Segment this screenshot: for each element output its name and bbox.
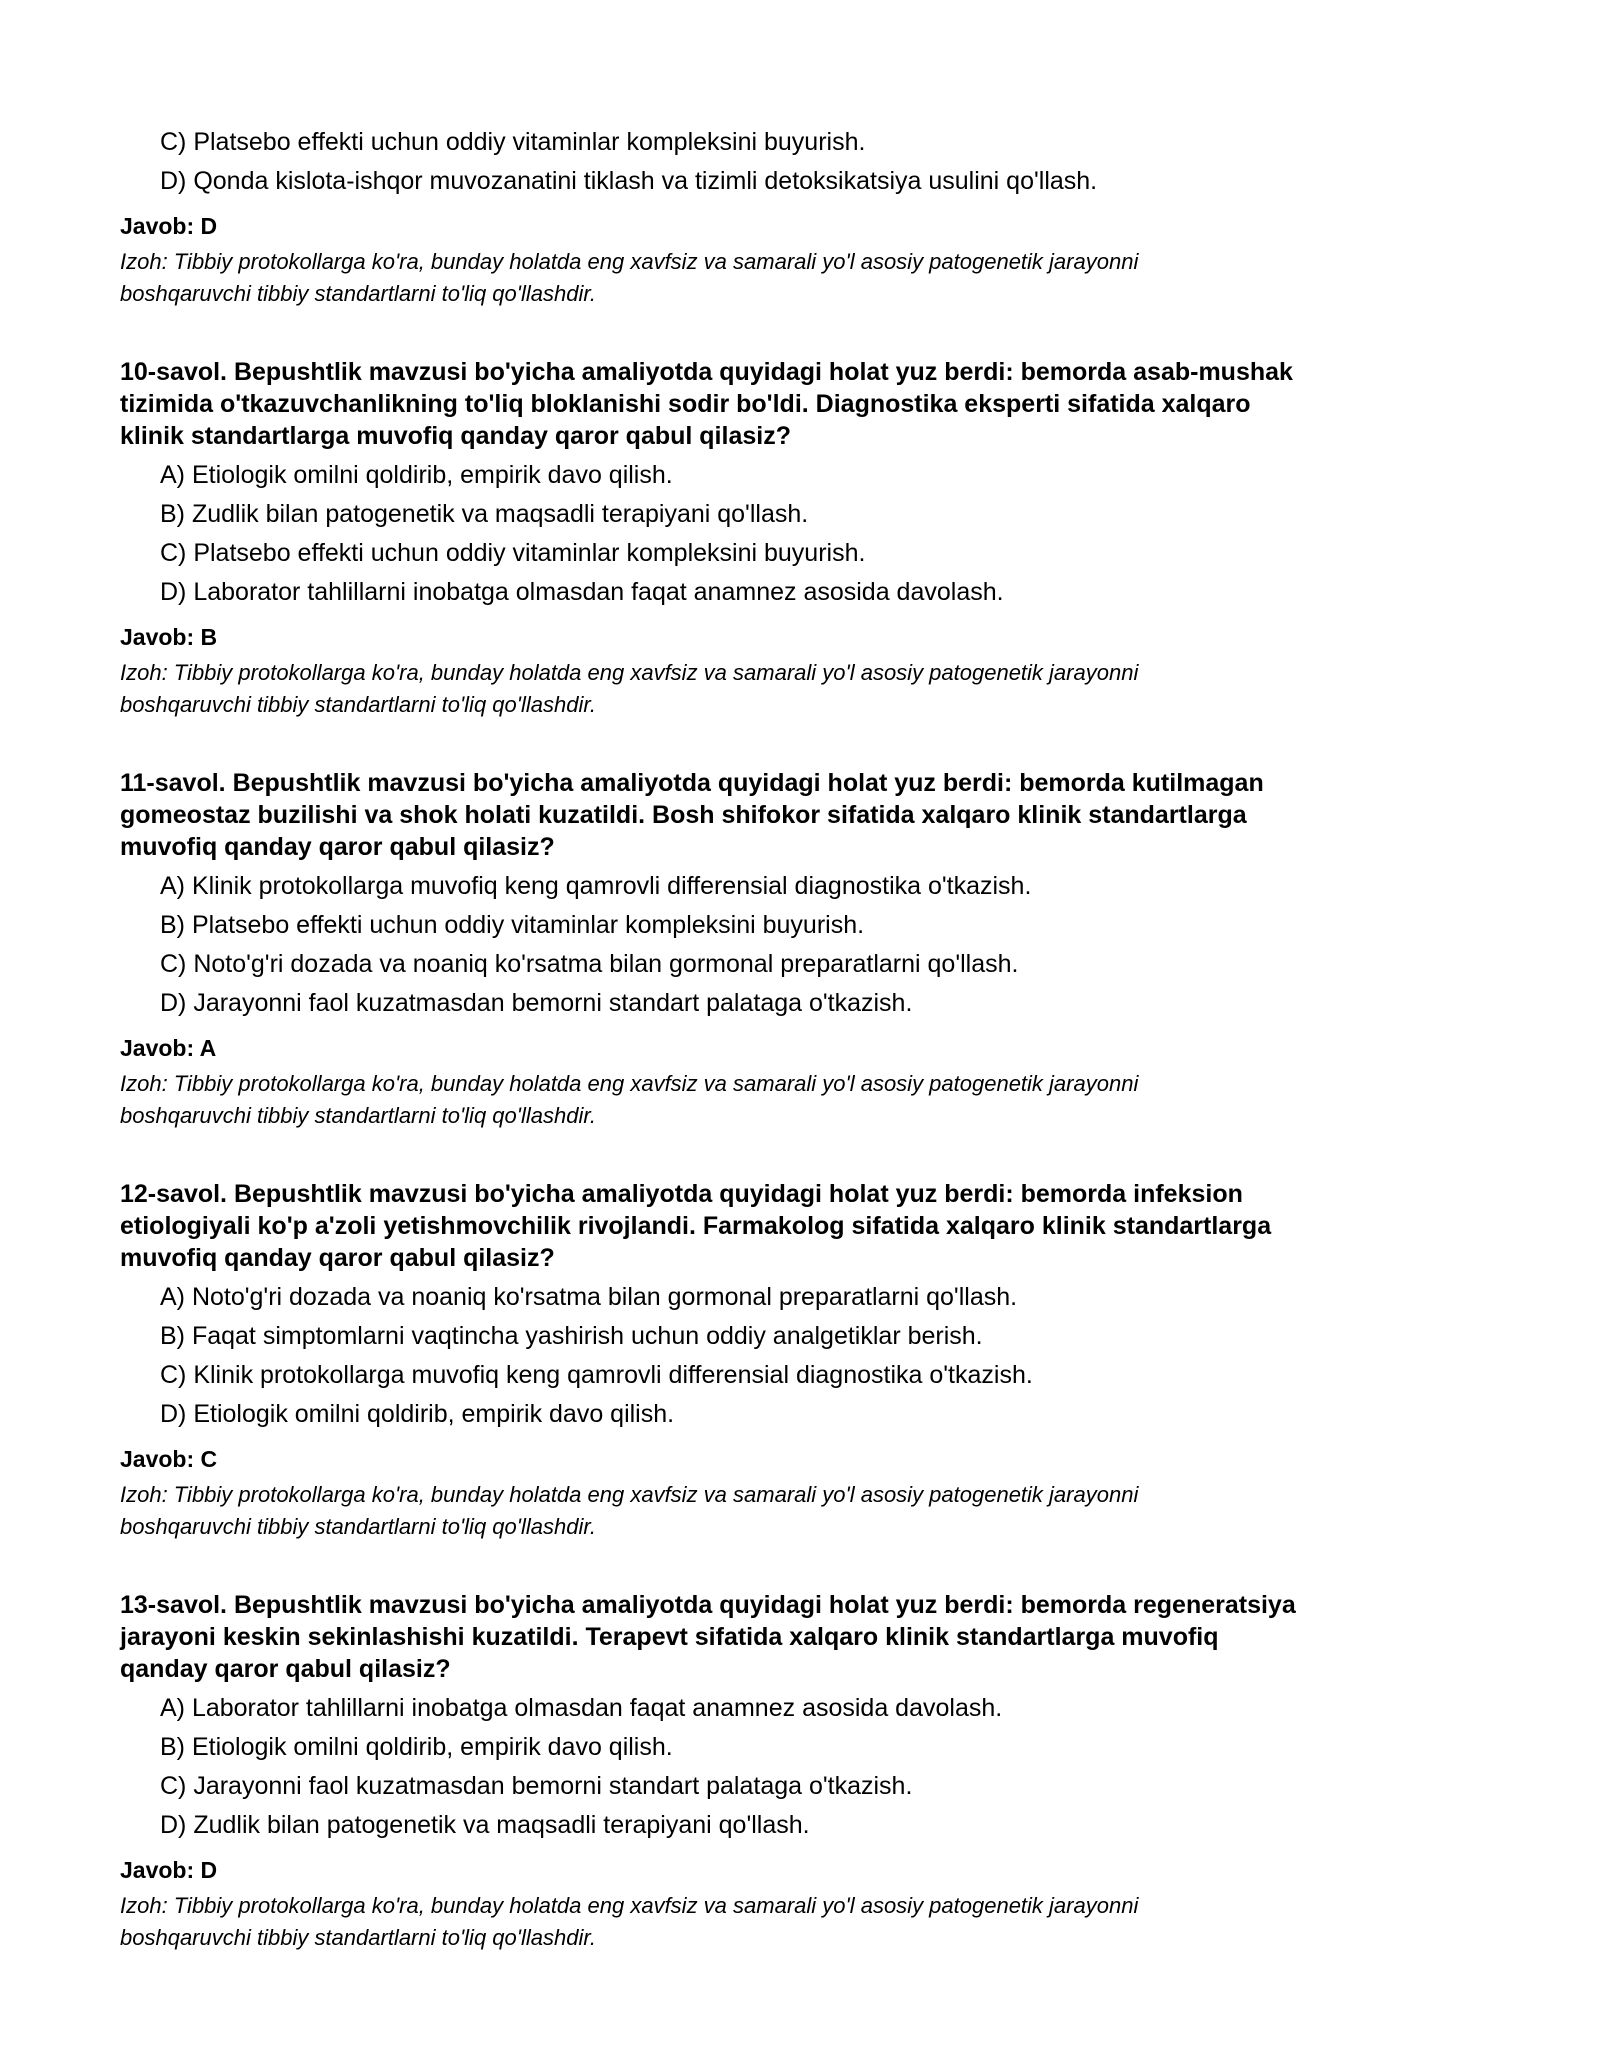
explanation-line: boshqaruvchi tibbiy standartlarni to'liq qo'llashdir. [120, 692, 596, 717]
option-c: C) Jarayonni faol kuzatmasdan bemorni standart palataga o'tkazish. [160, 1772, 913, 1800]
question-12 [120, 1178, 1480, 1543]
question-11 [120, 767, 1480, 1132]
explanation-note [120, 1479, 1480, 1543]
option-b: B) Platsebo effekti uchun oddiy vitaminlar kompleksini buyurish. [160, 911, 865, 939]
answer-options [120, 1689, 1480, 1845]
question-line: qanday qaror qabul qilasiz? [120, 1655, 451, 1683]
question-line: muvofiq qanday qaror qabul qilasiz? [120, 833, 555, 861]
explanation-note [120, 1068, 1480, 1132]
question-line: 13-savol. Bepushtlik mavzusi bo'yicha amaliyotda quyidagi holat yuz berdi: bemorda regeneratsiya [120, 1591, 1296, 1619]
question-line: 10-savol. Bepushtlik mavzusi bo'yicha amaliyotda quyidagi holat yuz berdi: bemorda asab-mushak [120, 358, 1293, 386]
explanation-line: boshqaruvchi tibbiy standartlarni to'liq qo'llashdir. [120, 1103, 596, 1128]
option-d: D) Jarayonni faol kuzatmasdan bemorni standart palataga o'tkazish. [160, 989, 913, 1017]
option-d: D) Qonda kislota-ishqor muvozanatini tiklash va tizimli detoksikatsiya usulini qo'llash. [160, 167, 1098, 195]
question-text [120, 1589, 1480, 1685]
explanation-line: Izoh: Tibbiy protokollarga ko'ra, bunday holatda eng xavfsiz va samarali yo'l asosiy patogenetik jarayonni [120, 1071, 1139, 1096]
explanation-line: boshqaruvchi tibbiy standartlarni to'liq qo'llashdir. [120, 1925, 596, 1950]
answer-key: Javob: A [120, 1035, 217, 1061]
question-line: jarayoni keskin sekinlashishi kuzatildi. Terapevt sifatida xalqaro klinik standartlarga muvofiq [120, 1623, 1219, 1651]
question-text [120, 1178, 1480, 1274]
answer-options [120, 1278, 1480, 1434]
answer-options [120, 123, 1480, 201]
option-d: D) Etiologik omilni qoldirib, empirik davo qilish. [160, 1400, 675, 1428]
document-page [120, 123, 1480, 1954]
question-line: tizimida o'tkazuvchanlikning to'liq bloklanishi sodir bo'ldi. Diagnostika eksperti sifatida xalqaro [120, 390, 1251, 418]
explanation-note [120, 246, 1480, 310]
answer-options [120, 867, 1480, 1023]
option-a: A) Noto'g'ri dozada va noaniq ko'rsatma bilan gormonal preparatlarni qo'llash. [160, 1283, 1018, 1311]
option-c: C) Klinik protokollarga muvofiq keng qamrovli differensial diagnostika o'tkazish. [160, 1361, 1033, 1389]
explanation-note [120, 657, 1480, 721]
option-c: C) Platsebo effekti uchun oddiy vitaminlar kompleksini buyurish. [160, 539, 866, 567]
option-a: A) Etiologik omilni qoldirib, empirik davo qilish. [160, 461, 673, 489]
question-9-continuation [120, 123, 1480, 310]
answer-key: Javob: C [120, 1446, 218, 1472]
question-10 [120, 356, 1480, 721]
option-b: B) Etiologik omilni qoldirib, empirik davo qilish. [160, 1733, 673, 1761]
option-d: D) Zudlik bilan patogenetik va maqsadli terapiyani qo'llash. [160, 1811, 810, 1839]
explanation-line: Izoh: Tibbiy protokollarga ko'ra, bunday holatda eng xavfsiz va samarali yo'l asosiy patogenetik jarayonni [120, 249, 1139, 274]
explanation-note [120, 1890, 1480, 1954]
question-13 [120, 1589, 1480, 1954]
explanation-line: Izoh: Tibbiy protokollarga ko'ra, bunday holatda eng xavfsiz va samarali yo'l asosiy patogenetik jarayonni [120, 660, 1139, 685]
question-text [120, 356, 1480, 452]
answer-options [120, 456, 1480, 612]
question-line: etiologiyali ko'p a'zoli yetishmovchilik rivojlandi. Farmakolog sifatida xalqaro klinik standartlarga [120, 1212, 1272, 1240]
question-line: 11-savol. Bepushtlik mavzusi bo'yicha amaliyotda quyidagi holat yuz berdi: bemorda kutilmagan [120, 769, 1264, 797]
option-c: C) Platsebo effekti uchun oddiy vitaminlar kompleksini buyurish. [160, 128, 866, 156]
question-line: gomeostaz buzilishi va shok holati kuzatildi. Bosh shifokor sifatida xalqaro klinik standartlarga [120, 801, 1247, 829]
question-text [120, 767, 1480, 863]
question-line: 12-savol. Bepushtlik mavzusi bo'yicha amaliyotda quyidagi holat yuz berdi: bemorda infeksion [120, 1180, 1243, 1208]
answer-key: Javob: D [120, 1857, 218, 1883]
question-line: klinik standartlarga muvofiq qanday qaror qabul qilasiz? [120, 422, 791, 450]
option-a: A) Klinik protokollarga muvofiq keng qamrovli differensial diagnostika o'tkazish. [160, 872, 1032, 900]
option-a: A) Laborator tahlillarni inobatga olmasdan faqat anamnez asosida davolash. [160, 1694, 1003, 1722]
option-b: B) Faqat simptomlarni vaqtincha yashirish uchun oddiy analgetiklar berish. [160, 1322, 983, 1350]
explanation-line: boshqaruvchi tibbiy standartlarni to'liq qo'llashdir. [120, 1514, 596, 1539]
answer-key: Javob: B [120, 624, 218, 650]
option-b: B) Zudlik bilan patogenetik va maqsadli terapiyani qo'llash. [160, 500, 809, 528]
explanation-line: Izoh: Tibbiy protokollarga ko'ra, bunday holatda eng xavfsiz va samarali yo'l asosiy patogenetik jarayonni [120, 1482, 1139, 1507]
option-d: D) Laborator tahlillarni inobatga olmasdan faqat anamnez asosida davolash. [160, 578, 1004, 606]
explanation-line: Izoh: Tibbiy protokollarga ko'ra, bunday holatda eng xavfsiz va samarali yo'l asosiy patogenetik jarayonni [120, 1893, 1139, 1918]
explanation-line: boshqaruvchi tibbiy standartlarni to'liq qo'llashdir. [120, 281, 596, 306]
question-line: muvofiq qanday qaror qabul qilasiz? [120, 1244, 555, 1272]
option-c: C) Noto'g'ri dozada va noaniq ko'rsatma bilan gormonal preparatlarni qo'llash. [160, 950, 1019, 978]
answer-key: Javob: D [120, 213, 218, 239]
